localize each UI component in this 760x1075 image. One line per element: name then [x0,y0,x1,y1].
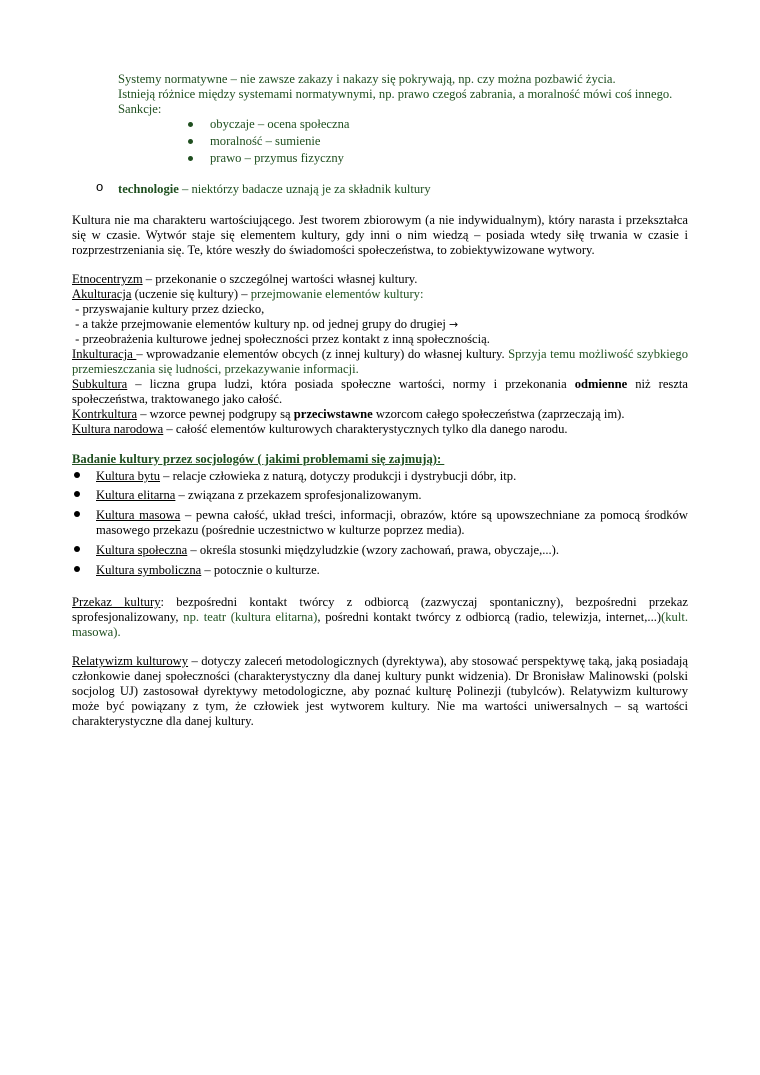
intro-block [118,72,698,117]
definition-text: – wzorce pewnej podgrupy są [137,407,294,421]
term: Kultura elitarna [96,488,176,502]
definition-bold: przeciwstawne [293,407,373,421]
term: Przekaz kultury [72,595,161,609]
def-akulturacja [72,287,688,302]
def-inkulturacja [72,347,688,377]
research-item [96,543,688,558]
bullet-icon [188,122,193,127]
definition-text: – związana z przekazem sprofesjonalizowanym. [175,488,422,502]
definition-text: (uczenie się kultury) – [131,287,251,301]
research-item [96,488,688,503]
przekaz-paragraph [72,595,688,640]
research-item [96,469,688,484]
definition-text: – liczna grupa ludzi, która posiada społeczne wartości, normy i przekonania [127,377,575,391]
research-heading: Badanie kultury przez socjologów ( jakimi problemami się zajmują): [72,452,445,466]
def-kontrkultura [72,407,688,422]
tech-rest: – niektórzy badacze uznają je za składnik kultury [178,182,431,196]
definition-green-text: (kult. masowa). [72,609,688,639]
sanction-item: prawo – przymus fizyczny [210,151,344,165]
definition-text: : bezpośredni kontakt twórcy z odbiorcą (zazwyczaj spontaniczny), bezpośredni przekaz sprofesjonalizowany, [72,595,688,624]
bullet-icon [74,546,80,552]
tech-line [118,182,431,197]
sanction-item: obyczaje – ocena społeczna [210,117,350,131]
definition-text: – relacje człowieka z naturą, dotyczy produkcji i dystrybucji dóbr, itp. [160,469,517,483]
culture-paragraph: Kultura nie ma charakteru wartościującego. Jest tworem zbiorowym (a nie indywidualnym), który narasta i przekształca się w czasie. Wytwór staje się elementem kultury, gdy inni o nim wiedzą – posiada wtedy siłę trwania w czasie i rozprzestrzeniania się. Te, które weszły do świadomości społeczeństwa, to zobiektywizowane wytwory. [72,213,688,257]
term: Kultura symboliczna [96,563,202,577]
term: Inkulturacja [72,347,137,361]
intro-line-1: Systemy normatywne – nie zawsze zakazy i nakazy się pokrywają, np. czy można pozbawić życia. [118,72,616,86]
term: Akulturacja [72,287,132,301]
definition-bold: odmienne [574,377,628,391]
definition-text: – całość elementów kulturowych charakterystycznych tylko dla danego narodu. [163,422,568,436]
akul-item-text: - a także przejmowanie elementów kultury np. od jednej grupy do drugiej [72,317,449,331]
bullet-icon [188,139,193,144]
intro-line-2: Istnieją różnice między systemami normatywnymi, np. prawo czegoś zabrania, a moralność mówi coś innego. [118,86,673,101]
intro-line-3: Sankcje: [118,101,162,116]
term: Kontrkultura [72,407,138,421]
research-item [96,563,688,578]
bullet-icon [188,156,193,161]
definition-green-text: np. teatr (kultura elitarna) [183,609,318,624]
circle-bullet-icon: o [96,179,104,194]
term: Kultura społeczna [96,543,188,557]
definition-text: – pewna całość, układ treści, informacji, obrazów, które są upowszechniane za pomocą środków masowego przekazu (pośrednie uczestnictwo w kulturze poprzez media). [96,508,688,537]
tech-term: technologie [118,182,179,196]
definition-text: – dotyczy zaleceń metodologicznych (dyrektywa), aby stosować perspektywę taką, jaką posiadają członkowie danej społeczności (charakterystyczny dla danej kultury punkt widzenia). Dr Bronisław Malinowski (polski socjolog UJ) zastosował dyrektywy metodologiczne, aby poznać kulturę Polinezji (tubylców). Relatywizm kulturowy może być powiązany z tym, że człowiek jest wytworem kultury. Nie ma wartości uniwersalnych – są wartości charakterystyczne dla danej kultury. [72,654,688,728]
def-kultura-narodowa [72,422,688,437]
bullet-icon [74,511,80,517]
definition-text: – wprowadzanie elementów obcych (z innej kultury) do własnej kultury. [136,347,509,361]
research-item [96,508,688,538]
term: Relatywizm kulturowy [72,654,189,668]
definition-text: – potocznie o kulturze. [201,563,320,577]
term: Kultura masowa [96,508,181,522]
def-subkultura [72,377,688,407]
bullet-icon [74,491,80,497]
definition-text: niż reszta społeczeństwa, traktowanego jako całość. [72,377,689,406]
akul-item: - przeobrażenia kulturowe jednej społeczności przez kontakt z inną społecznością. [72,332,490,346]
def-etnocentryzm [72,272,688,287]
definition-text: – określa stosunki międzyludzkie (wzory zachowań, prawa, obyczaje,...). [187,543,560,557]
definition-text: , pośredni kontakt twórcy z odbiorcą (radio, telewizja, internet,...) [317,609,662,624]
relatywizm-paragraph [72,654,688,729]
term: Kultura bytu [96,469,161,483]
akul-item: - przyswajanie kultury przez dziecko, [72,302,265,316]
definition-green-text: Sprzyja temu możliwość szybkiego przemieszczania się ludności, przekazywanie informacji. [72,347,688,376]
definition-text: – przekonanie o szczególnej wartości własnej kultury. [142,272,418,286]
term: Kultura narodowa [72,422,164,436]
term: Subkultura [72,377,128,391]
akul-item [72,317,688,333]
definition-text: wzorcom całego społeczeństwa (zaprzeczają im). [372,407,625,421]
bullet-icon [74,472,80,478]
bullet-icon [74,566,80,572]
definition-green-text: przejmowanie elementów kultury: [250,287,424,301]
arrow-right-icon: → [449,318,459,331]
term: Etnocentryzm [72,272,143,286]
sanction-item: moralność – sumienie [210,134,321,148]
